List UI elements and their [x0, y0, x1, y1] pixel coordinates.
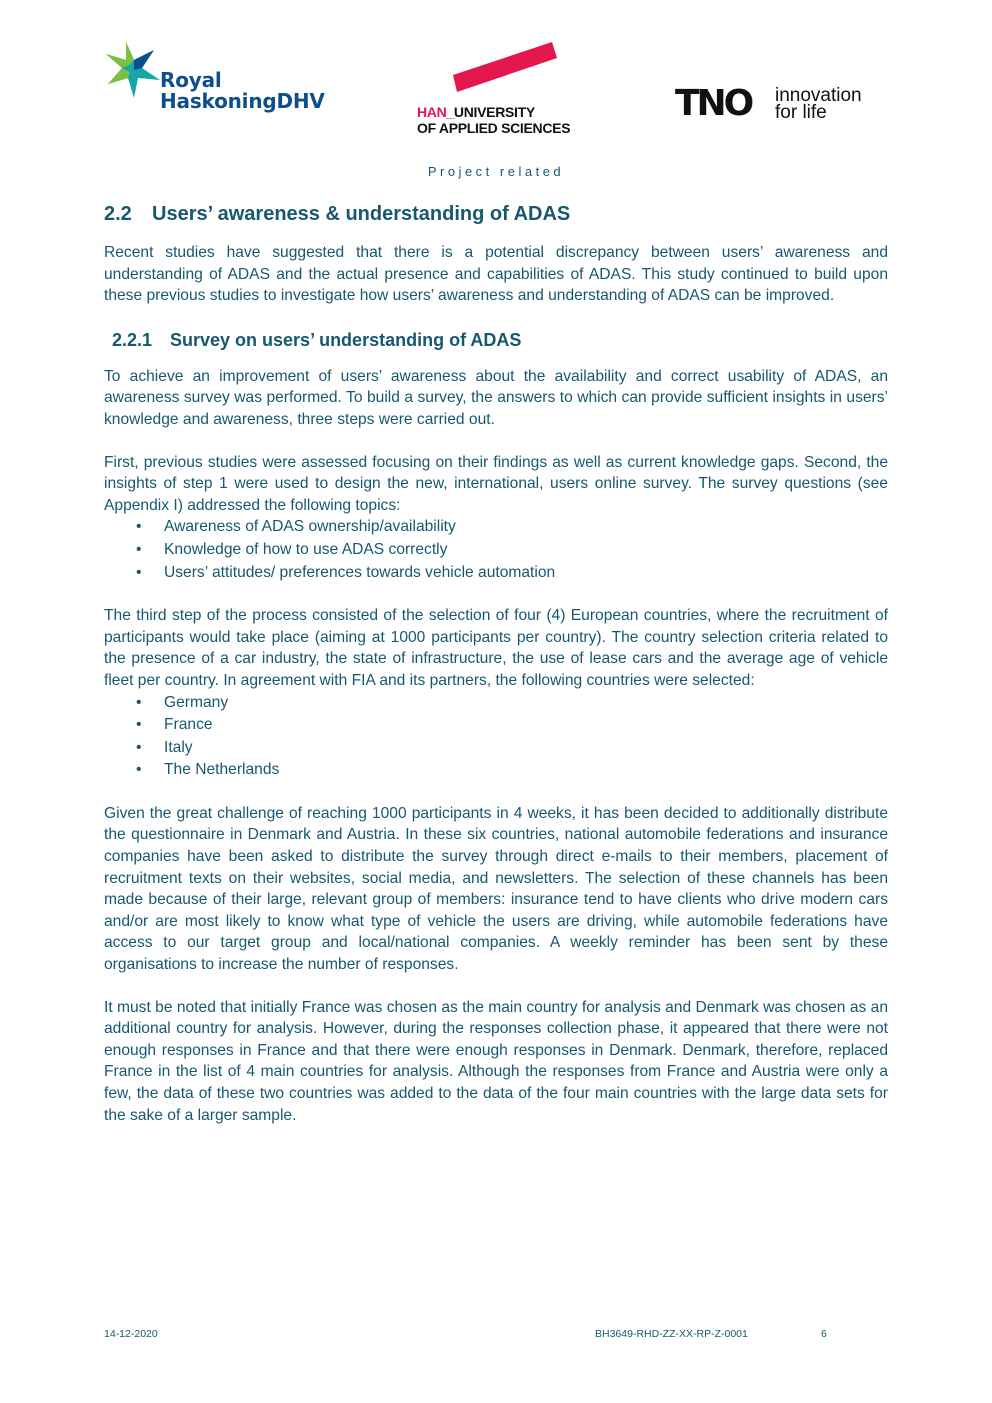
section-heading: [104, 200, 888, 228]
list-item-text: France: [164, 716, 213, 734]
subsection-number: 2.2.1: [112, 329, 153, 350]
paragraph-3: The third step of the process consisted of the selection of four (4) European countries, where the recruitment of participants would take place (aiming at 1000 participants per country). The country selection criteria related to the presence of a car industry, the state of infrastructure, the use of lease cars and the average age of vehicle fleet per country. In agreement with FIA and its partners, the following countries were selected:: [104, 607, 888, 689]
subsection-title: Survey on users’ understanding of ADAS: [170, 329, 522, 350]
han-red-bar-icon: [417, 40, 567, 100]
bullet-icon: •: [136, 540, 142, 558]
list-item-text: Italy: [164, 738, 193, 756]
classification-label: Project related: [427, 164, 565, 179]
list-item: [104, 714, 888, 737]
paragraph-2: First, previous studies were assessed focusing on their findings as well as current knowledge gaps. Second, the insights of step 1 were used to design the new, international, users online survey. The survey questions (see Appendix I) addressed the following topics:: [104, 453, 888, 514]
paragraph-4: Given the great challenge of reaching 1000 participants in 4 weeks, it has been decided to additionally distribute the questionnaire in Denmark and Austria. In these six countries, national automobile federations and insurance companies have been asked to distribute the survey through direct e-mails to their members, placement of recruitment texts on their websites, social media, and newsletters. The selection of these channels has been made because of their large, relevant group of members: insurance tend to have clients who drive modern cars and/or are most likely to know what type of vehicle the users are driving, while automobile federations have access to our target group and local/national companies. A weekly reminder has been sent by these organisations to increase the number of responses.: [104, 804, 888, 974]
rhdhv-line2: HaskoningDHV: [160, 89, 325, 113]
bullet-icon: •: [136, 761, 142, 779]
paragraph-5: It must be noted that initially France was chosen as the main country for analysis and Denmark was chosen as an additional country for analysis. However, during the responses collection phase, it appeared that there were not enough responses in France and that there were enough responses in Denmark. Denmark, therefore, replaced France in the list of 4 main countries for analysis. Although the responses from France and Austria were only a few, the data of these two countries was added to the data of the four main countries with the large data sets for the sake of a larger sample.: [104, 998, 888, 1124]
document-body: [104, 200, 888, 1147]
tno-logo: [675, 83, 885, 126]
list-item: [104, 692, 888, 715]
bullet-icon: •: [136, 563, 142, 581]
footer-doc-ref: BH3649-RHD-ZZ-XX-RP-Z-0001: [595, 1328, 748, 1340]
tno-line2: for life: [775, 102, 827, 123]
han-line2: OF APPLIED SCIENCES: [417, 120, 571, 136]
list-item-text: Knowledge of how to use ADAS correctly: [164, 540, 448, 558]
han-university-logo: [417, 40, 577, 140]
paragraph-1: To achieve an improvement of users’ awareness about the availability and correct usability of ADAS, an awareness survey was performed. To build a survey, the answers to which can provide sufficient insights in users’ knowledge and awareness, three steps were carried out.: [104, 367, 888, 428]
list-item: [104, 562, 888, 585]
subsection-heading: [104, 328, 888, 352]
tno-line1: innovation: [775, 85, 862, 106]
bullet-icon: •: [136, 693, 142, 711]
royal-haskoningdhv-logo: [104, 40, 334, 120]
list-item: [104, 539, 888, 562]
bullet-icon: •: [136, 716, 142, 734]
section-title: Users’ awareness & understanding of ADAS: [152, 203, 571, 225]
countries-list: [104, 692, 888, 782]
bullet-icon: •: [136, 518, 142, 536]
footer-page-number: 6: [821, 1328, 827, 1340]
list-item-text: The Netherlands: [164, 761, 280, 779]
bullet-icon: •: [136, 738, 142, 756]
section-intro: Recent studies have suggested that there is a potential discrepancy between users’ awareness and understanding of ADAS and the actual presence and capabilities of ADAS. This study continued to build upon these previous studies to investigate how users’ awareness and understanding of ADAS can be improved.: [104, 244, 888, 305]
list-item-text: Users’ attitudes/ preferences towards vehicle automation: [164, 563, 556, 581]
list-item: [104, 516, 888, 539]
list-item: [104, 759, 888, 782]
footer-date: 14-12-2020: [104, 1328, 158, 1340]
rhdhv-line1: Royal: [160, 68, 222, 92]
han-prefix: HAN_: [417, 104, 454, 120]
section-number: 2.2: [104, 203, 132, 225]
tno-mark: TNO: [675, 83, 752, 124]
list-item: [104, 737, 888, 760]
list-item-text: Awareness of ADAS ownership/availability: [164, 518, 456, 536]
list-item-text: Germany: [164, 693, 229, 711]
star-mark-icon: [104, 40, 164, 100]
topics-list: [104, 516, 888, 584]
han-line1: UNIVERSITY: [453, 104, 535, 120]
